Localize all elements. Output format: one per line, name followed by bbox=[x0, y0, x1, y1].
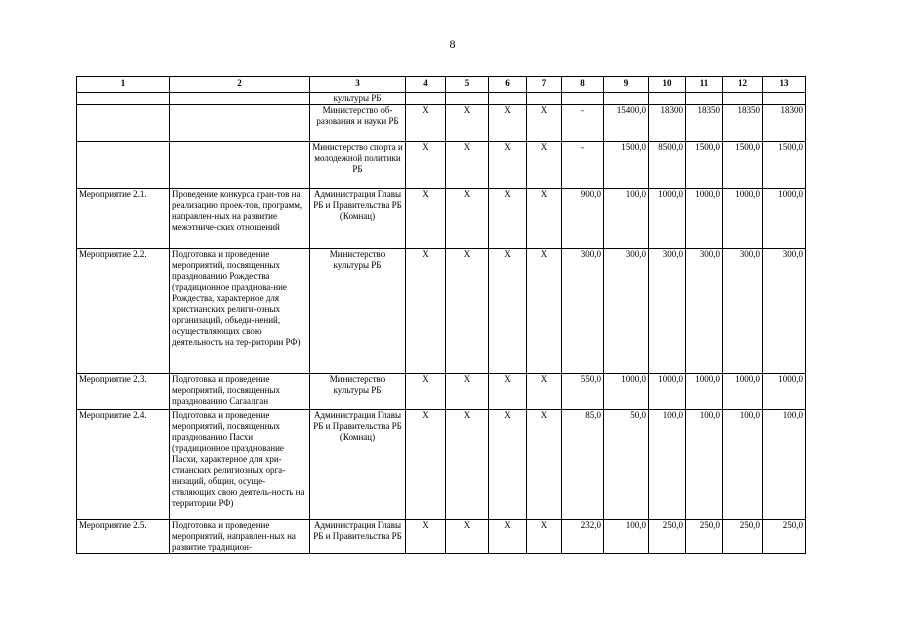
program-table bbox=[76, 76, 806, 554]
value-cell: 1000,0 bbox=[763, 374, 806, 410]
table-row bbox=[77, 520, 806, 554]
description-cell: Проведение конкурса гран-тов на реализацию проек-тов, программ, направлен-ных на развитие межэтниче-ских отношений bbox=[170, 189, 310, 249]
header-cell: 1 bbox=[77, 77, 170, 93]
header-cell: 8 bbox=[562, 77, 604, 93]
description-cell bbox=[170, 105, 310, 142]
value-cell: 18350 bbox=[723, 105, 763, 142]
measure-cell: Мероприятие 2.5. bbox=[77, 520, 170, 554]
value-cell: 18300 bbox=[763, 105, 806, 142]
value-cell: 85,0 bbox=[562, 410, 604, 520]
value-cell: Х bbox=[446, 410, 489, 520]
header-row bbox=[77, 77, 806, 93]
description-cell: Подготовка и проведение мероприятий, посвященных празднованию Пасхи (традиционное празднование Пасхи, характерное для хри-стианских религиозных орга-низаций, общин, осуще-ствляющих свою деятель-ность на территории РФ) bbox=[170, 410, 310, 520]
value-cell: 1000,0 bbox=[649, 374, 686, 410]
value-cell: 300,0 bbox=[604, 249, 649, 374]
value-cell bbox=[562, 93, 604, 105]
executor-cell: Администрация Главы РБ и Правительства РБ (Комнац) bbox=[310, 410, 406, 520]
executor-cell: Администрация Главы РБ и Правительства РБ (Комнац) bbox=[310, 189, 406, 249]
value-cell: 300,0 bbox=[686, 249, 723, 374]
value-cell: 250,0 bbox=[649, 520, 686, 554]
value-cell bbox=[446, 93, 489, 105]
executor-cell: Министерство культуры РБ bbox=[310, 374, 406, 410]
executor-cell: Министерство культуры РБ bbox=[310, 249, 406, 374]
table-row bbox=[77, 374, 806, 410]
value-cell: Х bbox=[446, 249, 489, 374]
value-cell: 1000,0 bbox=[723, 374, 763, 410]
value-cell: 300,0 bbox=[649, 249, 686, 374]
value-cell: - bbox=[562, 142, 604, 189]
value-cell: 300,0 bbox=[723, 249, 763, 374]
header-cell: 6 bbox=[489, 77, 527, 93]
value-cell bbox=[406, 93, 446, 105]
value-cell: Х bbox=[527, 410, 562, 520]
header-cell: 13 bbox=[763, 77, 806, 93]
value-cell: 300,0 bbox=[562, 249, 604, 374]
value-cell: Х bbox=[406, 142, 446, 189]
value-cell: Х bbox=[406, 520, 446, 554]
header-cell: 3 bbox=[310, 77, 406, 93]
table-row bbox=[77, 410, 806, 520]
value-cell: Х bbox=[489, 520, 527, 554]
value-cell: 18350 bbox=[686, 105, 723, 142]
value-cell: Х bbox=[446, 520, 489, 554]
value-cell: 1000,0 bbox=[686, 189, 723, 249]
value-cell: Х bbox=[489, 410, 527, 520]
value-cell: - bbox=[562, 105, 604, 142]
table-row bbox=[77, 189, 806, 249]
value-cell: 1000,0 bbox=[649, 189, 686, 249]
header-cell: 5 bbox=[446, 77, 489, 93]
description-cell bbox=[170, 93, 310, 105]
description-cell: Подготовка и проведение мероприятий, посвященных празднованию Рождества (традиционное празднова-ние Рождества, характерное для христианских религи-озных организаций, объеди-нений, осуществляющих свою деятельность на тер-ритории РФ) bbox=[170, 249, 310, 374]
executor-cell: Министерство об-разования и науки РБ bbox=[310, 105, 406, 142]
value-cell: 300,0 bbox=[763, 249, 806, 374]
value-cell bbox=[649, 93, 686, 105]
value-cell: Х bbox=[527, 189, 562, 249]
value-cell: Х bbox=[406, 189, 446, 249]
header-cell: 4 bbox=[406, 77, 446, 93]
value-cell: Х bbox=[489, 189, 527, 249]
executor-cell: Министерство спорта и молодежной политики РБ bbox=[310, 142, 406, 189]
value-cell: 15400,0 bbox=[604, 105, 649, 142]
value-cell: Х bbox=[406, 105, 446, 142]
value-cell: Х bbox=[406, 249, 446, 374]
value-cell: 1000,0 bbox=[604, 374, 649, 410]
header-cell: 7 bbox=[527, 77, 562, 93]
header-cell: 10 bbox=[649, 77, 686, 93]
measure-cell bbox=[77, 142, 170, 189]
value-cell: Х bbox=[406, 374, 446, 410]
value-cell: Х bbox=[489, 249, 527, 374]
value-cell: Х bbox=[527, 142, 562, 189]
value-cell: 100,0 bbox=[723, 410, 763, 520]
value-cell: 50,0 bbox=[604, 410, 649, 520]
description-cell: Подготовка и проведение мероприятий, посвященных празднованию Сагаалган bbox=[170, 374, 310, 410]
measure-cell: Мероприятие 2.1. bbox=[77, 189, 170, 249]
description-cell bbox=[170, 142, 310, 189]
value-cell bbox=[527, 93, 562, 105]
value-cell: 1500,0 bbox=[763, 142, 806, 189]
table-row bbox=[77, 142, 806, 189]
value-cell: Х bbox=[446, 374, 489, 410]
header-cell: 2 bbox=[170, 77, 310, 93]
value-cell: 1500,0 bbox=[604, 142, 649, 189]
value-cell: 1000,0 bbox=[723, 189, 763, 249]
value-cell: 550,0 bbox=[562, 374, 604, 410]
value-cell bbox=[763, 93, 806, 105]
measure-cell: Мероприятие 2.2. bbox=[77, 249, 170, 374]
measure-cell: Мероприятие 2.4. bbox=[77, 410, 170, 520]
description-cell: Подготовка и проведение мероприятий, направлен-ных на развитие традицион- bbox=[170, 520, 310, 554]
value-cell: 250,0 bbox=[723, 520, 763, 554]
table-row bbox=[77, 93, 806, 105]
value-cell: 250,0 bbox=[686, 520, 723, 554]
value-cell: 900,0 bbox=[562, 189, 604, 249]
value-cell: 1000,0 bbox=[686, 374, 723, 410]
value-cell: 100,0 bbox=[686, 410, 723, 520]
page-number: 8 bbox=[449, 37, 456, 51]
value-cell: Х bbox=[446, 189, 489, 249]
value-cell: 100,0 bbox=[604, 189, 649, 249]
value-cell: 232,0 bbox=[562, 520, 604, 554]
header-cell: 12 bbox=[723, 77, 763, 93]
value-cell: Х bbox=[527, 520, 562, 554]
value-cell: Х bbox=[406, 410, 446, 520]
header-cell: 9 bbox=[604, 77, 649, 93]
table-row bbox=[77, 249, 806, 374]
value-cell: Х bbox=[489, 105, 527, 142]
value-cell: Х bbox=[527, 374, 562, 410]
value-cell: 18300 bbox=[649, 105, 686, 142]
measure-cell bbox=[77, 105, 170, 142]
value-cell: 100,0 bbox=[604, 520, 649, 554]
value-cell: 250,0 bbox=[763, 520, 806, 554]
value-cell: Х bbox=[489, 374, 527, 410]
value-cell: Х bbox=[527, 249, 562, 374]
measure-cell bbox=[77, 93, 170, 105]
value-cell bbox=[604, 93, 649, 105]
value-cell bbox=[489, 93, 527, 105]
value-cell: 100,0 bbox=[763, 410, 806, 520]
measure-cell: Мероприятие 2.3. bbox=[77, 374, 170, 410]
executor-cell: культуры РБ bbox=[310, 93, 406, 105]
value-cell: 1500,0 bbox=[723, 142, 763, 189]
value-cell: 1500,0 bbox=[686, 142, 723, 189]
value-cell: 1000,0 bbox=[763, 189, 806, 249]
value-cell: Х bbox=[489, 142, 527, 189]
executor-cell: Администрация Главы РБ и Правительства РБ bbox=[310, 520, 406, 554]
value-cell: Х bbox=[446, 105, 489, 142]
value-cell bbox=[723, 93, 763, 105]
value-cell bbox=[686, 93, 723, 105]
table-row bbox=[77, 105, 806, 142]
value-cell: Х bbox=[446, 142, 489, 189]
value-cell: Х bbox=[527, 105, 562, 142]
header-cell: 11 bbox=[686, 77, 723, 93]
value-cell: 8500,0 bbox=[649, 142, 686, 189]
value-cell: 100,0 bbox=[649, 410, 686, 520]
